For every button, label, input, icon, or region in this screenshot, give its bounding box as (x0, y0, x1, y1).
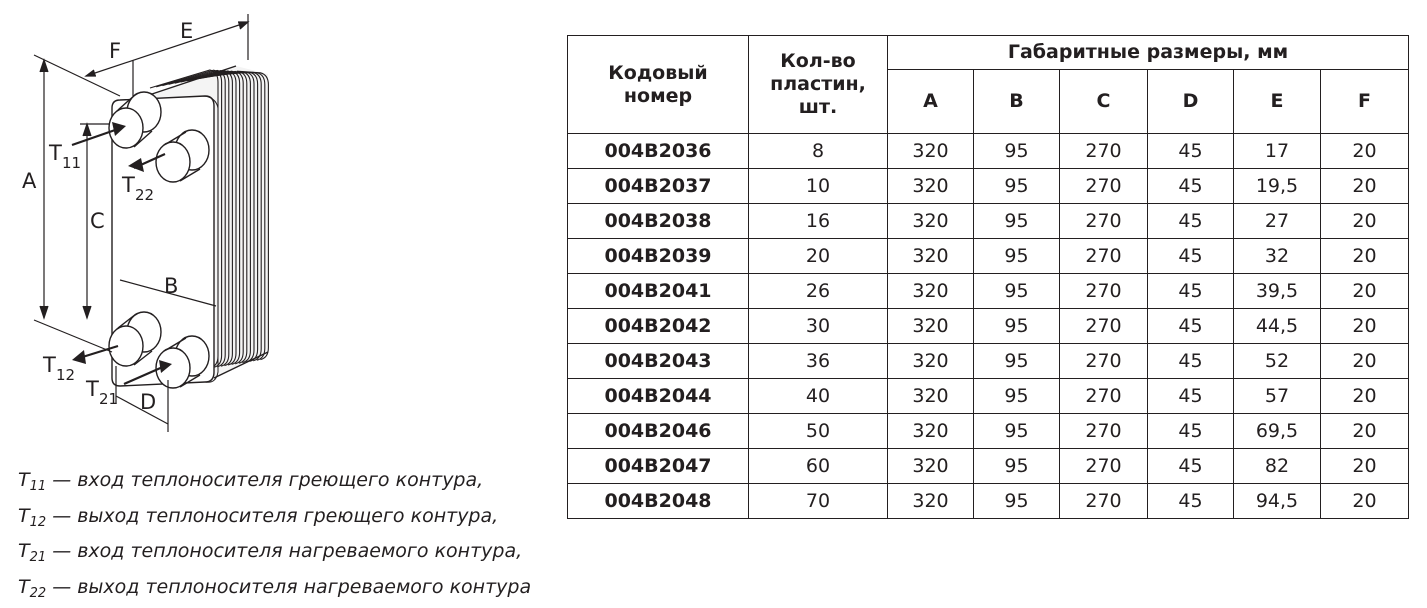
legend-symbol-subscript: 12 (30, 515, 47, 530)
cell-plates: 26 (749, 274, 888, 309)
cell-code: 004B2047 (568, 449, 749, 484)
table-row (568, 274, 1409, 309)
cell-code: 004B2041 (568, 274, 749, 309)
cell-c: 270 (1060, 309, 1148, 344)
cell-f: 20 (1321, 414, 1409, 449)
cell-c: 270 (1060, 239, 1148, 274)
table-row (568, 449, 1409, 484)
legend-symbol: T (18, 576, 30, 598)
svg-text:T: T (48, 141, 62, 165)
table-row (568, 204, 1409, 239)
table-row (568, 169, 1409, 204)
cell-code: 004B2038 (568, 204, 749, 239)
cell-a: 320 (888, 309, 974, 344)
cell-b: 95 (974, 309, 1060, 344)
cell-code: 004B2043 (568, 344, 749, 379)
cell-f: 20 (1321, 169, 1409, 204)
legend-line (18, 502, 578, 538)
header-plates: Кол-во пластин, шт. (749, 36, 888, 134)
dim-label-d: D (140, 390, 156, 414)
cell-e: 17 (1234, 134, 1321, 169)
cell-b: 95 (974, 484, 1060, 519)
svg-text:T: T (85, 377, 99, 401)
cell-a: 320 (888, 169, 974, 204)
cell-plates: 30 (749, 309, 888, 344)
dim-label-a: A (22, 169, 37, 193)
table-row (568, 344, 1409, 379)
cell-plates: 16 (749, 204, 888, 239)
label-t11 (48, 141, 81, 172)
legend-line (18, 573, 578, 608)
legend-symbol-subscript: 11 (30, 479, 47, 494)
cell-e: 69,5 (1234, 414, 1321, 449)
cell-d: 45 (1148, 204, 1234, 239)
cell-e: 19,5 (1234, 169, 1321, 204)
cell-a: 320 (888, 134, 974, 169)
cell-c: 270 (1060, 134, 1148, 169)
cell-code: 004B2037 (568, 169, 749, 204)
table-row (568, 484, 1409, 519)
cell-b: 95 (974, 134, 1060, 169)
cell-d: 45 (1148, 134, 1234, 169)
dim-label-f: F (109, 39, 121, 63)
svg-text:21: 21 (99, 390, 118, 408)
cell-a: 320 (888, 484, 974, 519)
cell-plates: 50 (749, 414, 888, 449)
cell-d: 45 (1148, 379, 1234, 414)
cell-c: 270 (1060, 484, 1148, 519)
cell-e: 57 (1234, 379, 1321, 414)
cell-f: 20 (1321, 484, 1409, 519)
cell-plates: 8 (749, 134, 888, 169)
header-dimensions: Габаритные размеры, мм (888, 36, 1409, 70)
cell-e: 44,5 (1234, 309, 1321, 344)
svg-text:12: 12 (56, 366, 75, 384)
heat-exchanger-diagram (0, 0, 560, 450)
table-row (568, 239, 1409, 274)
table-row (568, 414, 1409, 449)
cell-c: 270 (1060, 449, 1148, 484)
svg-text:11: 11 (62, 154, 81, 172)
cell-e: 32 (1234, 239, 1321, 274)
legend-description: — выход теплоносителя нагреваемого контура (46, 576, 531, 598)
table-row (568, 309, 1409, 344)
cell-d: 45 (1148, 484, 1234, 519)
legend-symbol: T (18, 540, 30, 562)
cell-c: 270 (1060, 169, 1148, 204)
cell-a: 320 (888, 449, 974, 484)
cell-f: 20 (1321, 274, 1409, 309)
cell-a: 320 (888, 274, 974, 309)
cell-f: 20 (1321, 204, 1409, 239)
cell-f: 20 (1321, 309, 1409, 344)
cell-e: 94,5 (1234, 484, 1321, 519)
cell-code: 004B2039 (568, 239, 749, 274)
legend-symbol-subscript: 22 (30, 586, 47, 601)
legend-description: — вход теплоносителя нагреваемого контура, (46, 540, 522, 562)
legend-line (18, 537, 578, 573)
cell-plates: 70 (749, 484, 888, 519)
cell-code: 004B2044 (568, 379, 749, 414)
cell-b: 95 (974, 379, 1060, 414)
cell-c: 270 (1060, 204, 1148, 239)
cell-code: 004B2048 (568, 484, 749, 519)
legend-description: — выход теплоносителя греющего контура, (46, 505, 498, 527)
cell-code: 004B2046 (568, 414, 749, 449)
cell-a: 320 (888, 239, 974, 274)
dim-label-b: B (164, 274, 178, 298)
cell-b: 95 (974, 449, 1060, 484)
dim-label-c: C (90, 209, 105, 233)
cell-e: 39,5 (1234, 274, 1321, 309)
cell-f: 20 (1321, 239, 1409, 274)
svg-text:T: T (121, 173, 135, 197)
header-code: Кодовый номер (568, 36, 749, 134)
label-t12 (42, 353, 75, 384)
cell-plates: 20 (749, 239, 888, 274)
dim-label-e: E (180, 19, 193, 43)
legend-symbol: T (18, 505, 30, 527)
legend-description: — вход теплоносителя греющего контура, (46, 469, 483, 491)
cell-d: 45 (1148, 239, 1234, 274)
cell-d: 45 (1148, 169, 1234, 204)
cell-plates: 10 (749, 169, 888, 204)
cell-d: 45 (1148, 414, 1234, 449)
cell-f: 20 (1321, 449, 1409, 484)
header-a: A (888, 70, 974, 134)
cell-a: 320 (888, 204, 974, 239)
dimensions-table (567, 35, 1409, 519)
cell-c: 270 (1060, 344, 1148, 379)
header-f: F (1321, 70, 1409, 134)
cell-b: 95 (974, 169, 1060, 204)
legend (18, 466, 578, 608)
cell-b: 95 (974, 204, 1060, 239)
svg-text:T: T (42, 353, 56, 377)
cell-c: 270 (1060, 379, 1148, 414)
cell-code: 004B2036 (568, 134, 749, 169)
cell-a: 320 (888, 344, 974, 379)
cell-b: 95 (974, 414, 1060, 449)
cell-e: 27 (1234, 204, 1321, 239)
svg-text:22: 22 (135, 186, 154, 204)
header-b: B (974, 70, 1060, 134)
cell-d: 45 (1148, 309, 1234, 344)
legend-line (18, 466, 578, 502)
cell-f: 20 (1321, 134, 1409, 169)
cell-b: 95 (974, 274, 1060, 309)
header-e: E (1234, 70, 1321, 134)
cell-d: 45 (1148, 344, 1234, 379)
legend-symbol: T (18, 469, 30, 491)
header-c: C (1060, 70, 1148, 134)
cell-d: 45 (1148, 274, 1234, 309)
cell-b: 95 (974, 344, 1060, 379)
cell-code: 004B2042 (568, 309, 749, 344)
cell-c: 270 (1060, 274, 1148, 309)
table-row (568, 134, 1409, 169)
cell-e: 52 (1234, 344, 1321, 379)
cell-a: 320 (888, 414, 974, 449)
cell-a: 320 (888, 379, 974, 414)
cell-e: 82 (1234, 449, 1321, 484)
table-row (568, 379, 1409, 414)
cell-f: 20 (1321, 379, 1409, 414)
cell-f: 20 (1321, 344, 1409, 379)
header-d: D (1148, 70, 1234, 134)
cell-plates: 40 (749, 379, 888, 414)
legend-symbol-subscript: 21 (30, 550, 47, 565)
cell-plates: 60 (749, 449, 888, 484)
cell-d: 45 (1148, 449, 1234, 484)
cell-b: 95 (974, 239, 1060, 274)
cell-plates: 36 (749, 344, 888, 379)
cell-c: 270 (1060, 414, 1148, 449)
